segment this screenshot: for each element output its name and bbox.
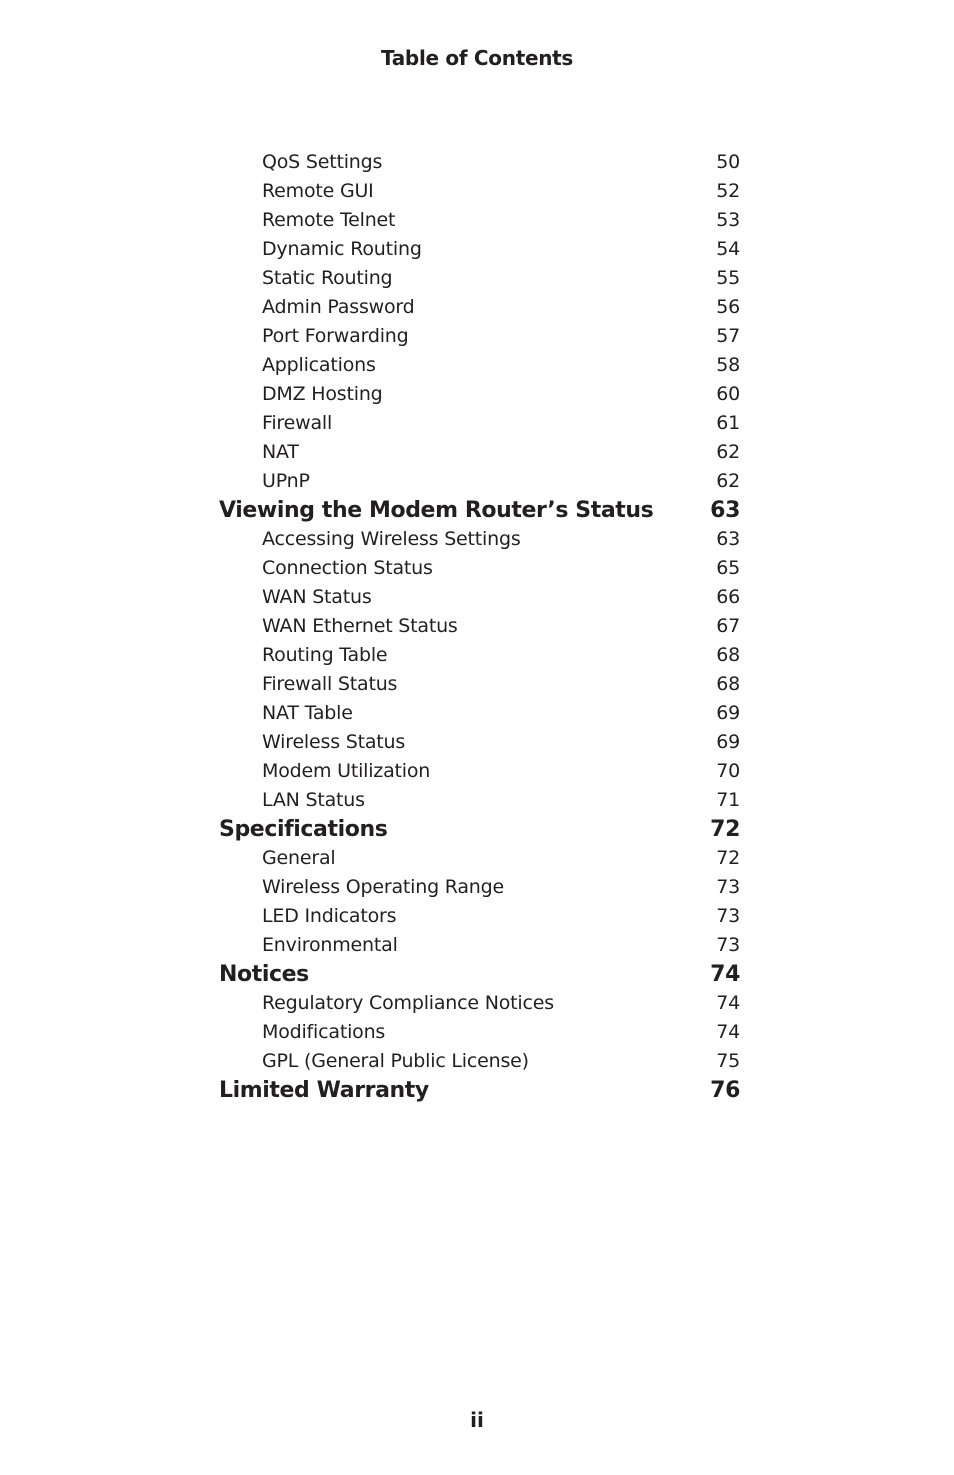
toc-subsection-entry[interactable] [219, 409, 740, 438]
toc-entry-page: 70 [716, 760, 740, 782]
toc-subsection-entry[interactable] [219, 177, 740, 206]
toc-entry-page: 63 [710, 498, 740, 523]
toc-subsection-entry[interactable] [219, 264, 740, 293]
toc-entry-title: Wireless Operating Range [262, 876, 504, 898]
toc-entry-title: WAN Status [262, 586, 372, 608]
toc-section-entry[interactable] [219, 1076, 740, 1105]
toc-subsection-entry[interactable] [219, 786, 740, 815]
toc-entry-page: 62 [716, 470, 740, 492]
toc-entry-title: Modem Utilization [262, 760, 431, 782]
toc-subsection-entry[interactable] [219, 467, 740, 496]
toc-entry-title: Accessing Wireless Settings [262, 528, 521, 550]
toc-subsection-entry[interactable] [219, 612, 740, 641]
toc-entry-title: General [262, 847, 336, 869]
toc-entry-page: 74 [710, 962, 740, 987]
toc-entry-title: Viewing the Modem Router’s Status [219, 498, 654, 523]
toc-entry-page: 66 [716, 586, 740, 608]
toc-subsection-entry[interactable] [219, 728, 740, 757]
toc-subsection-entry[interactable] [219, 931, 740, 960]
toc-entry-title: NAT Table [262, 702, 353, 724]
toc-entry-page: 74 [716, 992, 740, 1014]
toc-section-entry[interactable] [219, 960, 740, 989]
toc-subsection-entry[interactable] [219, 873, 740, 902]
toc-entry-title: Notices [219, 962, 309, 987]
toc-entry-page: 71 [716, 789, 740, 811]
toc-entry-title: Port Forwarding [262, 325, 409, 347]
toc-subsection-entry[interactable] [219, 583, 740, 612]
toc-entry-title: Routing Table [262, 644, 388, 666]
toc-entry-page: 75 [716, 1050, 740, 1072]
toc-entry-page: 68 [716, 644, 740, 666]
toc-entry-page: 74 [716, 1021, 740, 1043]
toc-entry-title: NAT [262, 441, 299, 463]
toc-entry-title: Wireless Status [262, 731, 406, 753]
toc-subsection-entry[interactable] [219, 757, 740, 786]
toc-entry-title: Dynamic Routing [262, 238, 422, 260]
toc-subsection-entry[interactable] [219, 1018, 740, 1047]
toc-subsection-entry[interactable] [219, 322, 740, 351]
toc-entry-page: 73 [716, 905, 740, 927]
toc-entry-title: Regulatory Compliance Notices [262, 992, 554, 1014]
page-title: Table of Contents [380, 46, 574, 70]
toc-entry-title: Remote GUI [262, 180, 374, 202]
toc-entry-page: 56 [716, 296, 740, 318]
toc-entry-page: 73 [716, 876, 740, 898]
toc-subsection-entry[interactable] [219, 438, 740, 467]
toc-entry-title: Firewall Status [262, 673, 398, 695]
toc-section-entry[interactable] [219, 496, 740, 525]
toc-subsection-entry[interactable] [219, 235, 740, 264]
toc-entry-page: 52 [716, 180, 740, 202]
toc-entry-page: 50 [716, 151, 740, 173]
toc-entry-page: 72 [710, 817, 740, 842]
toc-entry-page: 65 [716, 557, 740, 579]
toc-entry-page: 54 [716, 238, 740, 260]
toc-entry-title: GPL (General Public License) [262, 1050, 529, 1072]
toc-entry-page: 67 [716, 615, 740, 637]
toc-section-entry[interactable] [219, 815, 740, 844]
toc-entry-title: UPnP [262, 470, 310, 492]
toc-subsection-entry[interactable] [219, 380, 740, 409]
toc-subsection-entry[interactable] [219, 148, 740, 177]
toc-entry-page: 69 [716, 731, 740, 753]
toc-entry-page: 62 [716, 441, 740, 463]
toc-entry-title: Admin Password [262, 296, 415, 318]
toc-entry-title: Modifications [262, 1021, 386, 1043]
toc-subsection-entry[interactable] [219, 641, 740, 670]
toc-entry-title: LAN Status [262, 789, 365, 811]
toc-subsection-entry[interactable] [219, 525, 740, 554]
toc-subsection-entry[interactable] [219, 293, 740, 322]
toc-entry-title: Static Routing [262, 267, 393, 289]
toc-entry-page: 61 [716, 412, 740, 434]
toc-entry-title: Applications [262, 354, 376, 376]
toc-entry-page: 55 [716, 267, 740, 289]
toc-entry-title: WAN Ethernet Status [262, 615, 458, 637]
table-of-contents [219, 148, 740, 1105]
toc-entry-page: 58 [716, 354, 740, 376]
toc-subsection-entry[interactable] [219, 902, 740, 931]
toc-subsection-entry[interactable] [219, 554, 740, 583]
page-number: ii [470, 1408, 484, 1432]
toc-entry-title: QoS Settings [262, 151, 383, 173]
toc-subsection-entry[interactable] [219, 1047, 740, 1076]
toc-subsection-entry[interactable] [219, 206, 740, 235]
toc-entry-page: 76 [710, 1078, 740, 1103]
toc-subsection-entry[interactable] [219, 989, 740, 1018]
toc-subsection-entry[interactable] [219, 351, 740, 380]
toc-entry-page: 68 [716, 673, 740, 695]
toc-subsection-entry[interactable] [219, 670, 740, 699]
toc-entry-title: Remote Telnet [262, 209, 396, 231]
toc-entry-page: 72 [716, 847, 740, 869]
toc-entry-page: 73 [716, 934, 740, 956]
toc-entry-page: 60 [716, 383, 740, 405]
toc-subsection-entry[interactable] [219, 699, 740, 728]
toc-entry-page: 63 [716, 528, 740, 550]
toc-entry-title: Connection Status [262, 557, 433, 579]
toc-entry-title: Specifications [219, 817, 388, 842]
toc-entry-title: LED Indicators [262, 905, 397, 927]
toc-entry-title: DMZ Hosting [262, 383, 383, 405]
toc-entry-title: Firewall [262, 412, 333, 434]
toc-entry-title: Limited Warranty [219, 1078, 429, 1103]
toc-entry-page: 57 [716, 325, 740, 347]
toc-entry-page: 53 [716, 209, 740, 231]
toc-entry-title: Environmental [262, 934, 398, 956]
toc-entry-page: 69 [716, 702, 740, 724]
toc-subsection-entry[interactable] [219, 844, 740, 873]
